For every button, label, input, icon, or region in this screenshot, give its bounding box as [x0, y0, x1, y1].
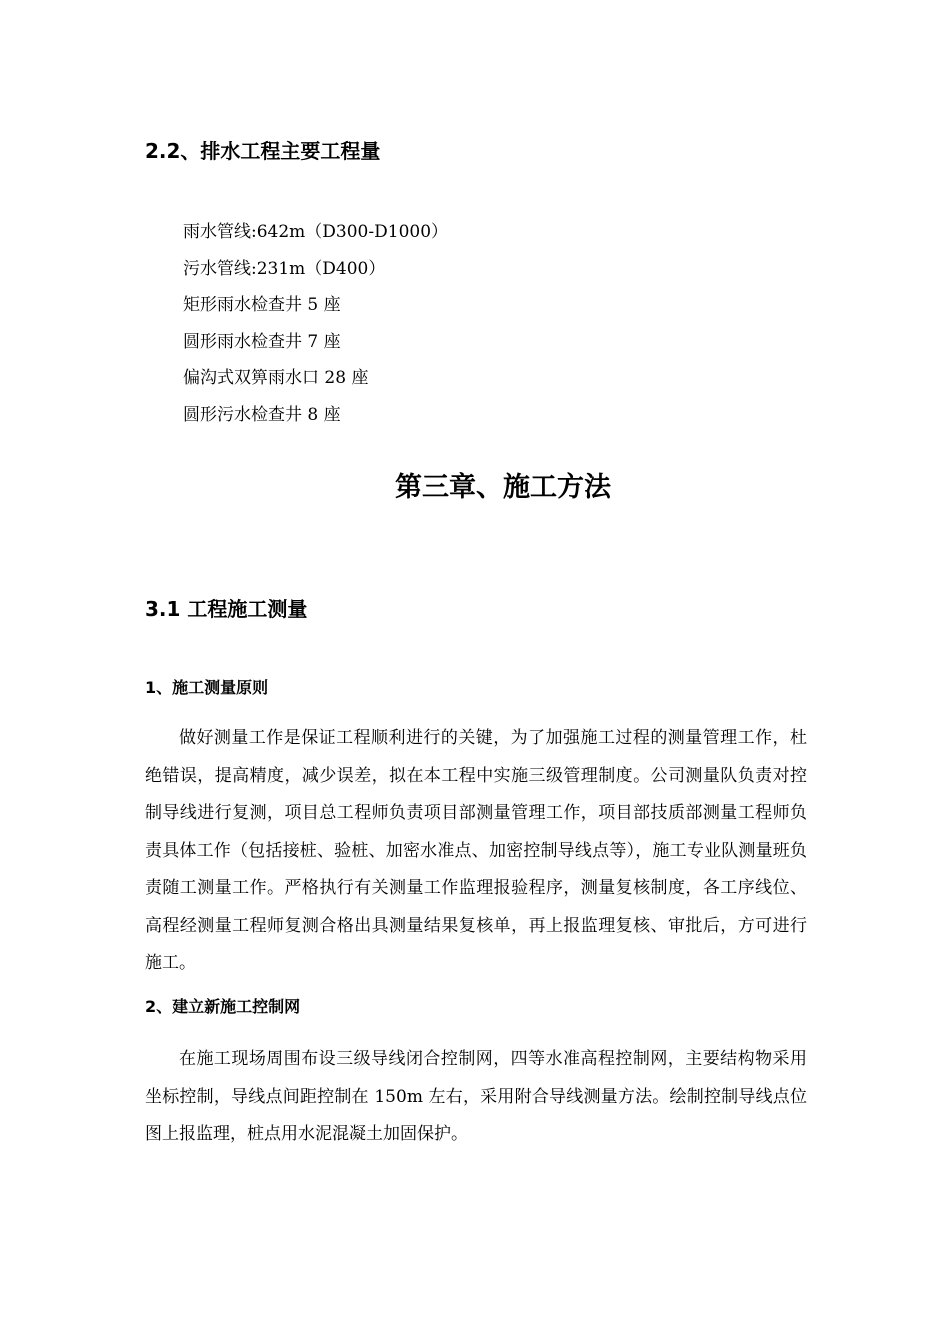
list-item: 污水管线:231m（D400） [183, 258, 386, 279]
section-3-1-heading: 3.1 工程施工测量 [145, 597, 308, 621]
list-item: 圆形雨水检查井 7 座 [183, 331, 341, 352]
chapter-title: 第三章、施工方法 [395, 472, 611, 503]
section-2-2-heading: 2.2、排水工程主要工程量 [145, 139, 381, 163]
subsection-1-heading: 1、施工测量原则 [145, 678, 269, 697]
subsection-1-paragraph: 做好测量工作是保证工程顺利进行的关键，为了加强施工过程的测量管理工作，杜绝错误，提高精度，减少误差，拟在本工程中实施三级管理制度。公司测量队负责对控制导线进行复测，项目总工程师负责项目部测量管理工作，项目部技质部测量工程师负责具体工作（包括接桩、验桩、加密水准点、加密控制导线点等），施工专业队测量班负责随工测量工作。严格执行有关测量工作监理报验程序，测量复核制度，各工序线位、高程经测量工程师复测合格出具测量结果复核单，再上报监理复核、审批后，方可进行施工。 [145, 728, 807, 973]
list-item: 偏沟式双箅雨水口 28 座 [183, 368, 369, 389]
quantity-list [183, 214, 448, 434]
list-item: 雨水管线:642m（D300-D1000） [183, 222, 449, 242]
list-item: 圆形污水检查井 8 座 [183, 404, 341, 425]
subsection-2-paragraph: 在施工现场周围布设三级导线闭合控制网，四等水准高程控制网，主要结构物采用坐标控制，导线点间距控制在 150m 左右，采用附合导线测量方法。绘制控制导线点位图上报监理，桩点用水泥混凝土加固保护。 [145, 1049, 807, 1144]
list-item: 矩形雨水检查井 5 座 [183, 295, 341, 316]
subsection-2-heading: 2、建立新施工控制网 [145, 997, 301, 1016]
